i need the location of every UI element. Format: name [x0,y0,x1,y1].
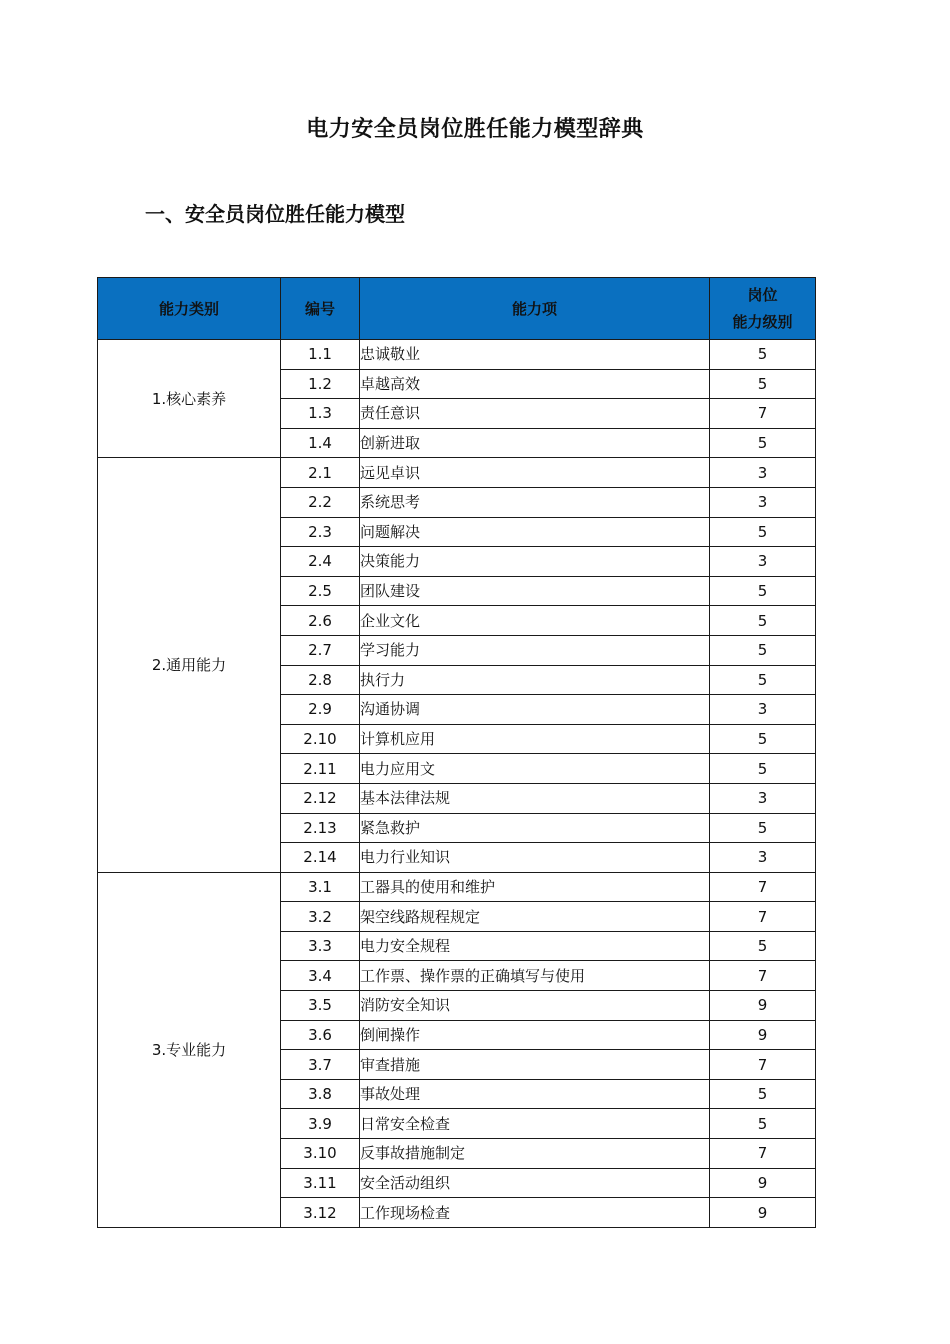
header-level-line1: 岗位 [747,285,778,304]
item-cell: 团队建设 [360,576,710,606]
code-cell: 2.14 [281,843,360,873]
code-cell: 2.11 [281,754,360,784]
level-cell: 5 [710,517,816,547]
code-cell: 2.7 [281,635,360,665]
level-cell: 9 [710,991,816,1021]
item-cell: 架空线路规程规定 [360,902,710,932]
item-cell: 学习能力 [360,635,710,665]
code-cell: 3.4 [281,961,360,991]
header-level [710,278,816,340]
table-row [98,458,816,488]
document-title: 电力安全员岗位胜任能力模型辞典 [306,117,644,142]
code-cell: 3.3 [281,931,360,961]
category-cell: 2.通用能力 [98,458,281,872]
table-body [98,340,816,1228]
level-cell: 3 [710,487,816,517]
code-cell: 3.12 [281,1198,360,1228]
table-row [98,872,816,902]
item-cell: 电力行业知识 [360,843,710,873]
item-cell: 企业文化 [360,606,710,636]
level-cell: 5 [710,576,816,606]
code-cell: 3.6 [281,1020,360,1050]
code-cell: 2.1 [281,458,360,488]
code-cell: 3.9 [281,1109,360,1139]
item-cell: 基本法律法规 [360,783,710,813]
level-cell: 5 [710,931,816,961]
level-cell: 5 [710,813,816,843]
level-cell: 7 [710,872,816,902]
code-cell: 1.3 [281,399,360,429]
code-cell: 1.4 [281,428,360,458]
item-cell: 电力安全规程 [360,931,710,961]
item-cell: 系统思考 [360,487,710,517]
level-cell: 9 [710,1168,816,1198]
item-cell: 计算机应用 [360,724,710,754]
item-cell: 工作现场检查 [360,1198,710,1228]
code-cell: 2.2 [281,487,360,517]
item-cell: 沟通协调 [360,695,710,725]
section-heading: 一、安全员岗位胜任能力模型 [145,202,405,226]
level-cell: 7 [710,961,816,991]
code-cell: 2.12 [281,783,360,813]
item-cell: 反事故措施制定 [360,1139,710,1169]
level-cell: 3 [710,695,816,725]
level-cell: 9 [710,1198,816,1228]
item-cell: 紧急救护 [360,813,710,843]
item-cell: 事故处理 [360,1079,710,1109]
item-cell: 安全活动组织 [360,1168,710,1198]
category-cell: 3.专业能力 [98,872,281,1227]
level-cell: 3 [710,547,816,577]
item-cell: 创新进取 [360,428,710,458]
level-cell: 5 [710,1109,816,1139]
item-cell: 执行力 [360,665,710,695]
code-cell: 2.5 [281,576,360,606]
level-cell: 5 [710,369,816,399]
code-cell: 3.8 [281,1079,360,1109]
code-cell: 2.6 [281,606,360,636]
header-item: 能力项 [360,278,710,340]
code-cell: 2.8 [281,665,360,695]
competency-table [97,277,816,1228]
item-cell: 问题解决 [360,517,710,547]
item-cell: 工作票、操作票的正确填写与使用 [360,961,710,991]
item-cell: 倒闸操作 [360,1020,710,1050]
level-cell: 5 [710,340,816,370]
table-header [98,278,816,340]
level-cell: 5 [710,1079,816,1109]
header-row [98,278,816,340]
item-cell: 卓越高效 [360,369,710,399]
level-cell: 7 [710,1139,816,1169]
code-cell: 2.10 [281,724,360,754]
item-cell: 日常安全检查 [360,1109,710,1139]
level-cell: 5 [710,724,816,754]
code-cell: 1.2 [281,369,360,399]
table-row [98,340,816,370]
code-cell: 2.4 [281,547,360,577]
code-cell: 3.1 [281,872,360,902]
level-cell: 3 [710,783,816,813]
code-cell: 2.9 [281,695,360,725]
level-cell: 5 [710,428,816,458]
level-cell: 7 [710,902,816,932]
item-cell: 工器具的使用和维护 [360,872,710,902]
level-cell: 5 [710,665,816,695]
item-cell: 消防安全知识 [360,991,710,1021]
category-cell: 1.核心素养 [98,340,281,458]
code-cell: 1.1 [281,340,360,370]
level-cell: 3 [710,458,816,488]
header-category: 能力类别 [98,278,281,340]
level-cell: 7 [710,399,816,429]
item-cell: 远见卓识 [360,458,710,488]
item-cell: 决策能力 [360,547,710,577]
code-cell: 3.11 [281,1168,360,1198]
code-cell: 2.13 [281,813,360,843]
code-cell: 3.5 [281,991,360,1021]
level-cell: 7 [710,1050,816,1080]
code-cell: 2.3 [281,517,360,547]
code-cell: 3.7 [281,1050,360,1080]
level-cell: 5 [710,754,816,784]
item-cell: 责任意识 [360,399,710,429]
item-cell: 审查措施 [360,1050,710,1080]
item-cell: 电力应用文 [360,754,710,784]
level-cell: 5 [710,635,816,665]
level-cell: 3 [710,843,816,873]
level-cell: 5 [710,606,816,636]
level-cell: 9 [710,1020,816,1050]
header-level-line2: 能力级别 [732,312,793,331]
header-code: 编号 [281,278,360,340]
item-cell: 忠诚敬业 [360,340,710,370]
code-cell: 3.10 [281,1139,360,1169]
code-cell: 3.2 [281,902,360,932]
